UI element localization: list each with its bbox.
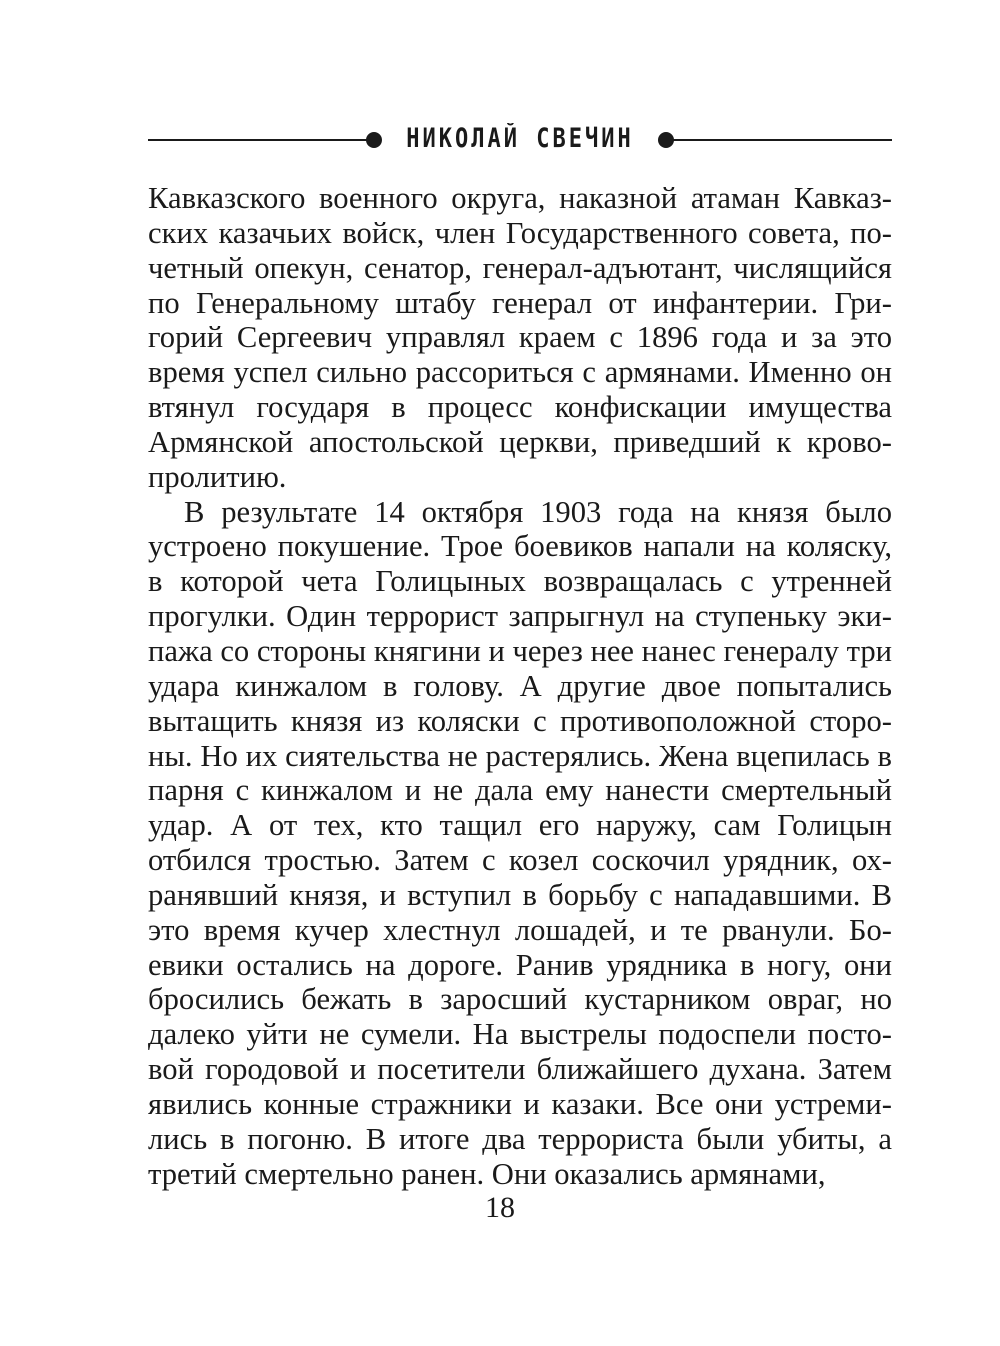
- paragraph: В результате 14 октября 1903 года на князя было устроено покушение. Трое боевиков напали на коляску, в которой чета Голицыных возвращалась с утренней прогулки. Один террорист запрыгнул на ступеньку экипажа со стороны княгини и через нее нанес генералу три удара кинжалом в голову. А другие двое попытались вытащить князя из коляски с противоположной стороны. Но их сиятельства не растерялись. Жена вцепилась в парня с кинжалом и не дала ему нанести смертельный удар. А от тех, кто тащил его наружу, сам Голицын отбился тростью. Затем с козел соскочил урядник, охранявший князя, и вступил в борьбу с нападавшими. В это время кучер хлестнул лошадей, и те рванули. Боевики остались на дороге. Ранив урядника в ногу, они бросились бежать в заросший кустарником овраг, но далеко уйти не сумели. На выстрелы подоспели постовой городовой и посетители ближайшего духана. Затем явились конные стражники и казаки. Все они устремились в погоню. В итоге два террориста были убиты, а третий смертельно ранен. Они оказались армянами,: [148, 494, 892, 1191]
- header-rule-right: [670, 139, 892, 141]
- author-name: НИКОЛАЙ СВЕЧИН: [406, 124, 634, 155]
- running-header: [148, 124, 892, 156]
- paragraph-continued: Кавказского военного округа, наказной атаман Кавказских казачьих войск, член Государственного совета, почетный опекун, сенатор, генерал-адъютант, числящийся по Генеральному штабу генерал от инфантерии. Григорий Сергеевич управлял краем с 1896 года и за это время успел сильно рассориться с армянами. Именно он втянул государя в процесс конфискации имущества Армянской апостольской церкви, приведший к кровопролитию.: [148, 181, 892, 494]
- page-number: 18: [485, 1191, 515, 1224]
- body-text: [148, 181, 892, 1191]
- header-dot-left: [366, 132, 382, 148]
- header-rule-left: [148, 139, 370, 141]
